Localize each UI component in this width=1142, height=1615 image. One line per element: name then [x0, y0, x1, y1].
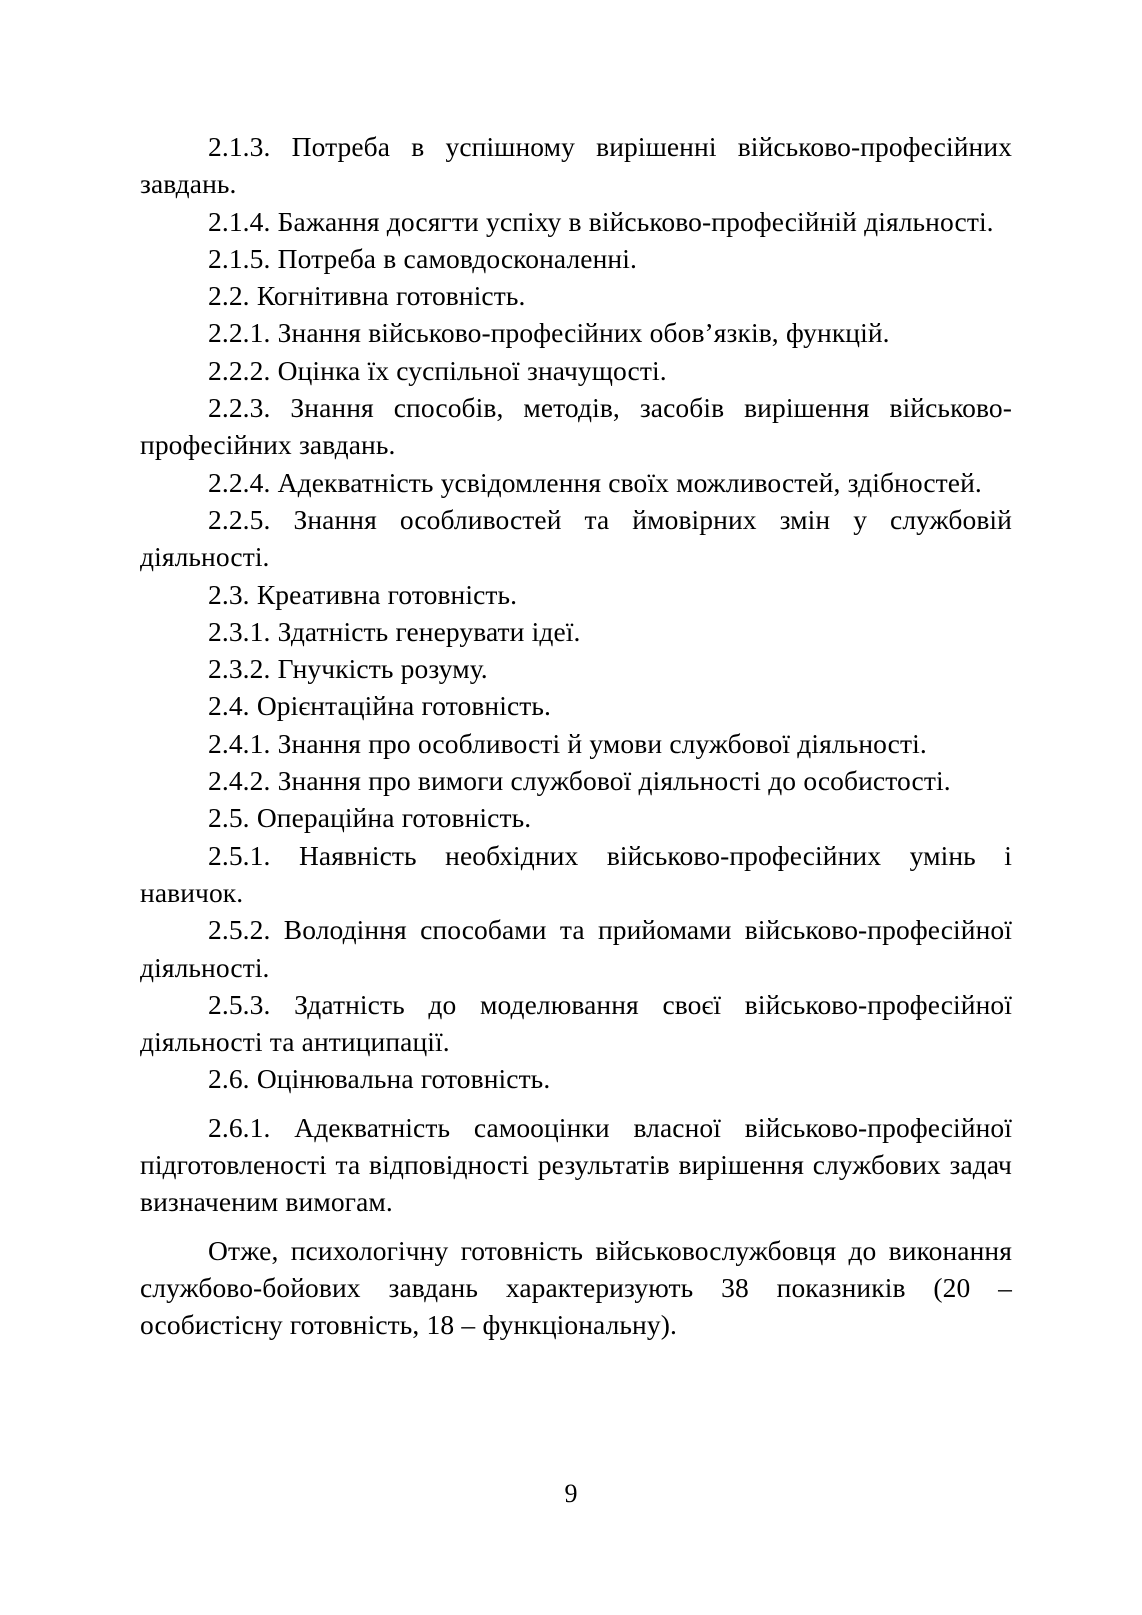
paragraph-item-2-2-4: 2.2.4. Адекватність усвідомлення своїх можливостей, здібностей. [208, 466, 982, 498]
paragraph-item-2-1-5: 2.1.5. Потреба в самовдосконаленні. [208, 242, 637, 274]
paragraph-item-2-2: 2.2. Когнітивна готовність. [208, 280, 526, 312]
paragraph-item-2-6: 2.6. Оцінювальна готовність. [208, 1063, 551, 1095]
paragraph-item-2-2-2: 2.2.2. Оцінка їх суспільної значущості. [208, 354, 667, 386]
paragraph-item-2-4: 2.4. Орієнтаційна готовність. [208, 690, 551, 722]
paragraph-item-2-3-2: 2.3.2. Гнучкість розуму. [208, 653, 488, 685]
paragraph-item-2-5-3: 2.5.3. Здатність до моделювання своєї військово-професійної діяльності та антиципації. [140, 988, 1012, 1058]
paragraph-conclusion: Отже, психологічну готовність військовослужбовця до виконання службово-бойових завдань характеризують 38 показників (20 – особистісну готовність, 18 – функціональну). [140, 1234, 1012, 1341]
paragraph-item-2-1-4: 2.1.4. Бажання досягти успіху в військово-професійній діяльності. [208, 205, 994, 237]
paragraph-item-2-1-3: 2.1.3. Потреба в успішному вирішенні військово-професійних завдань. [140, 131, 1012, 200]
paragraph-item-2-5-1: 2.5.1. Наявність необхідних військово-професійних умінь і навичок. [140, 839, 1012, 908]
paragraph-item-2-2-3: 2.2.3. Знання способів, методів, засобів вирішення військово-професійних завдань. [140, 392, 1012, 461]
body-text-column [140, 128, 1012, 1344]
paragraph-item-2-5-2: 2.5.2. Володіння способами та прийомами військово-професійної діяльності. [140, 914, 1012, 983]
paragraph-item-2-3: 2.3. Креативна готовність. [208, 578, 518, 610]
paragraph-item-2-5: 2.5. Операційна готовність. [208, 802, 532, 834]
page-number: 9 [564, 1479, 578, 1508]
paragraph-item-2-2-5: 2.2.5. Знання особливостей та ймовірних змін у службовій діяльності. [140, 503, 1012, 573]
paragraph-item-2-3-1: 2.3.1. Здатність генерувати ідеї. [208, 615, 581, 647]
paragraph-item-2-4-1: 2.4.1. Знання про особливості й умови службової діяльності. [208, 727, 927, 759]
paragraph-item-2-6-1: 2.6.1. Адекватність самооцінки власної військово-професійної підготовленості та відповідності результатів вирішення службових задач визначеним вимогам. [140, 1111, 1012, 1218]
paragraph-item-2-4-2: 2.4.2. Знання про вимоги службової діяльності до особистості. [208, 765, 951, 797]
paragraph-item-2-2-1: 2.2.1. Знання військово-професійних обов’язків, функцій. [208, 317, 890, 349]
